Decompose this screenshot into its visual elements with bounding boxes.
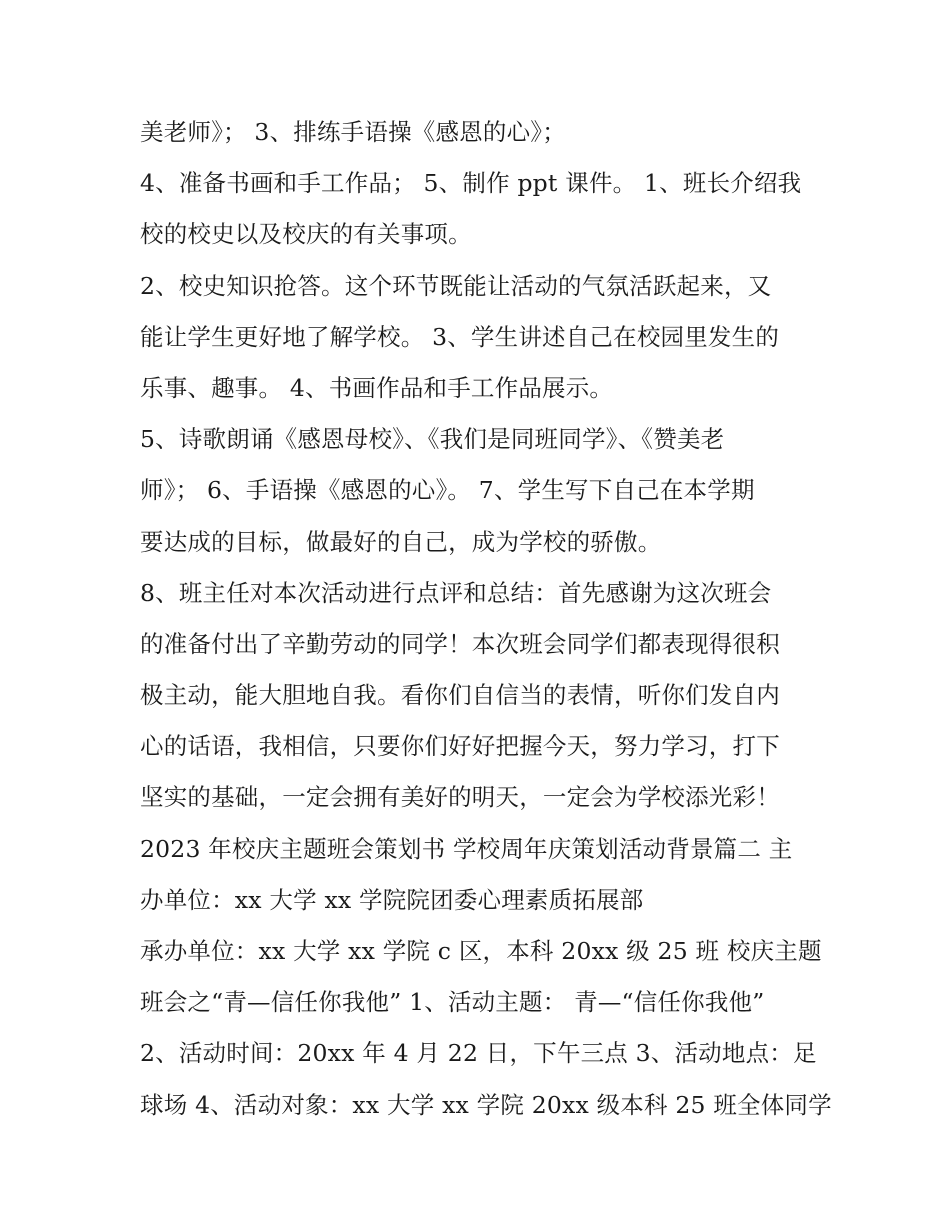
text-line: 办单位：xx 大学 xx 学院院团委心理素质拓展部 (140, 885, 644, 914)
text-line: 要达成的目标，做最好的自己，成为学校的骄傲。 (140, 527, 662, 556)
text-line: 能让学生更好地了解学校。 3、学生讲述自己在校园里发生的 (140, 322, 780, 351)
document-body (140, 107, 830, 1131)
text-line: 师》； 6、手语操《感恩的心》。 7、学生写下自己在本学期 (140, 476, 755, 505)
text-line: 5、诗歌朗诵《感恩母校》、《我们是同班同学》、《赞美老 (140, 425, 725, 454)
text-line: 承办单位：xx 大学 xx 学院 c 区，本科 20xx 级 25 班 校庆主题 (140, 937, 822, 965)
text-line: 坚实的基础，一定会拥有美好的明天，一定会为学校添光彩！ (140, 783, 780, 812)
text-line: 2、活动时间：20xx 年 4 月 22 日，下午三点 3、活动地点：足 (140, 1039, 817, 1068)
text-line: 2、校史知识抢答。这个环节既能让活动的气氛活跃起来，又 (140, 271, 772, 300)
text-line: 乐事、趣事。 4、书画作品和手工作品展示。 (140, 373, 614, 402)
text-line: 美老师》； 3、排练手语操《感恩的心》； (140, 118, 566, 146)
text-line: 校的校史以及校庆的有关事项。 (140, 220, 472, 249)
text-line: 球场 4、活动对象：xx 大学 xx 学院 20xx 级本科 25 班全体同学 (140, 1090, 832, 1119)
text-line: 8、班主任对本次活动进行点评和总结：首先感谢为这次班会 (140, 578, 772, 607)
text-line: 心的话语，我相信，只要你们好好把握今天，努力学习，打下 (140, 732, 780, 761)
text-line: 2023 年校庆主题班会策划书 学校周年庆策划活动背景篇二 主 (140, 834, 793, 863)
text-line: 极主动，能大胆地自我。看你们自信当的表情，听你们发自内 (140, 681, 780, 710)
text-line: 班会之“青—信任你我他” 1、活动主题： 青—“信任你我他” (140, 988, 765, 1017)
text-line: 的准备付出了辛勤劳动的同学！本次班会同学们都表现得很积 (140, 629, 780, 658)
text-line: 4、准备书画和手工作品； 5、制作 ppt 课件。 1、班长介绍我 (140, 169, 802, 198)
